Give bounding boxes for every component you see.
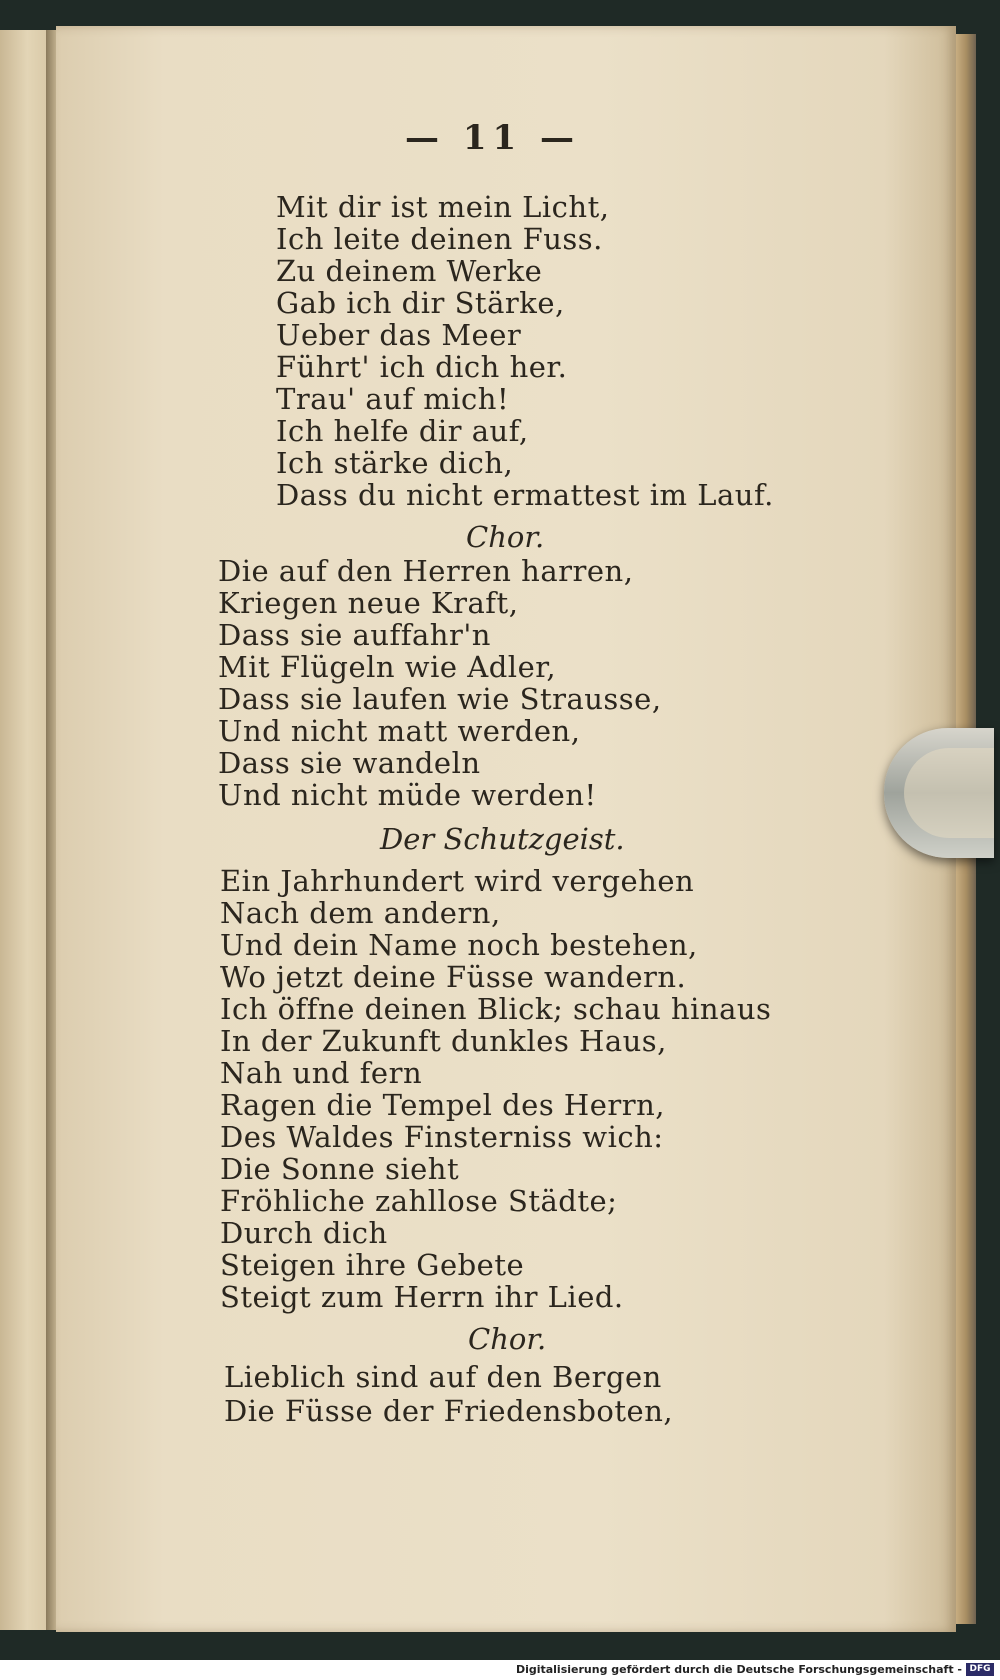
verse-line: Und nicht müde werden! <box>218 778 597 812</box>
verse-line: Ein Jahrhundert wird vergehen <box>220 864 695 898</box>
verse-line: Dass sie wandeln <box>218 746 481 780</box>
facing-page-edge <box>0 30 50 1630</box>
verse-line: Zu deinem Werke <box>276 254 543 288</box>
digitization-credit: Digitalisierung gefördert durch die Deutsche Forschungsgemeinschaft - <box>515 1663 962 1676</box>
verse-line: Durch dich <box>220 1216 388 1250</box>
section-heading-schutzgeist: Der Schutzgeist. <box>380 822 625 856</box>
section-heading-chor: Chor. <box>466 520 545 554</box>
verse-line: Fröhliche zahllose Städte; <box>220 1184 618 1218</box>
verse-line: Dass sie laufen wie Strausse, <box>218 682 662 716</box>
verse-line: Des Waldes Finsterniss wich: <box>220 1120 664 1154</box>
page-clip-opening <box>904 748 994 838</box>
verse-line: Mit dir ist mein Licht, <box>276 190 610 224</box>
verse-line: Mit Flügeln wie Adler, <box>218 650 557 684</box>
verse-line: Kriegen neue Kraft, <box>218 586 519 620</box>
verse-line: Steigen ihre Gebete <box>220 1248 525 1282</box>
verse-line: Ich leite deinen Fuss. <box>276 222 603 256</box>
book-gutter <box>46 30 56 1630</box>
verse-line: Wo jetzt deine Füsse wandern. <box>220 960 687 994</box>
section-heading-chor-2: Chor. <box>468 1322 547 1356</box>
verse-line: In der Zukunft dunkles Haus, <box>220 1024 667 1058</box>
page-number: — 11 — <box>405 118 580 158</box>
verse-line: Nach dem andern, <box>220 896 501 930</box>
verse-line: Dass sie auffahr'n <box>218 618 491 652</box>
verse-line: Ueber das Meer <box>276 318 522 352</box>
verse-line: Die Füsse der Friedensboten, <box>224 1394 674 1428</box>
verse-line: Gab ich dir Stärke, <box>276 286 565 320</box>
verse-line: Dass du nicht ermattest im Lauf. <box>276 478 774 512</box>
verse-line: Die auf den Herren harren, <box>218 554 634 588</box>
verse-line: Trau' auf mich! <box>276 382 510 416</box>
verse-line: Führt' ich dich her. <box>276 350 568 384</box>
dfg-logo: DFG <box>966 1663 994 1676</box>
verse-line: Lieblich sind auf den Bergen <box>224 1360 662 1394</box>
verse-line: Ich helfe dir auf, <box>276 414 529 448</box>
verse-line: Und dein Name noch bestehen, <box>220 928 698 962</box>
verse-line: Steigt zum Herrn ihr Lied. <box>220 1280 624 1314</box>
verse-line: Ich öffne deinen Blick; schau hinaus <box>220 992 772 1026</box>
verse-line: Nah und fern <box>220 1056 423 1090</box>
verse-line: Die Sonne sieht <box>220 1152 460 1186</box>
verse-line: Und nicht matt werden, <box>218 714 581 748</box>
verse-line: Ich stärke dich, <box>276 446 514 480</box>
verse-line: Ragen die Tempel des Herrn, <box>220 1088 666 1122</box>
